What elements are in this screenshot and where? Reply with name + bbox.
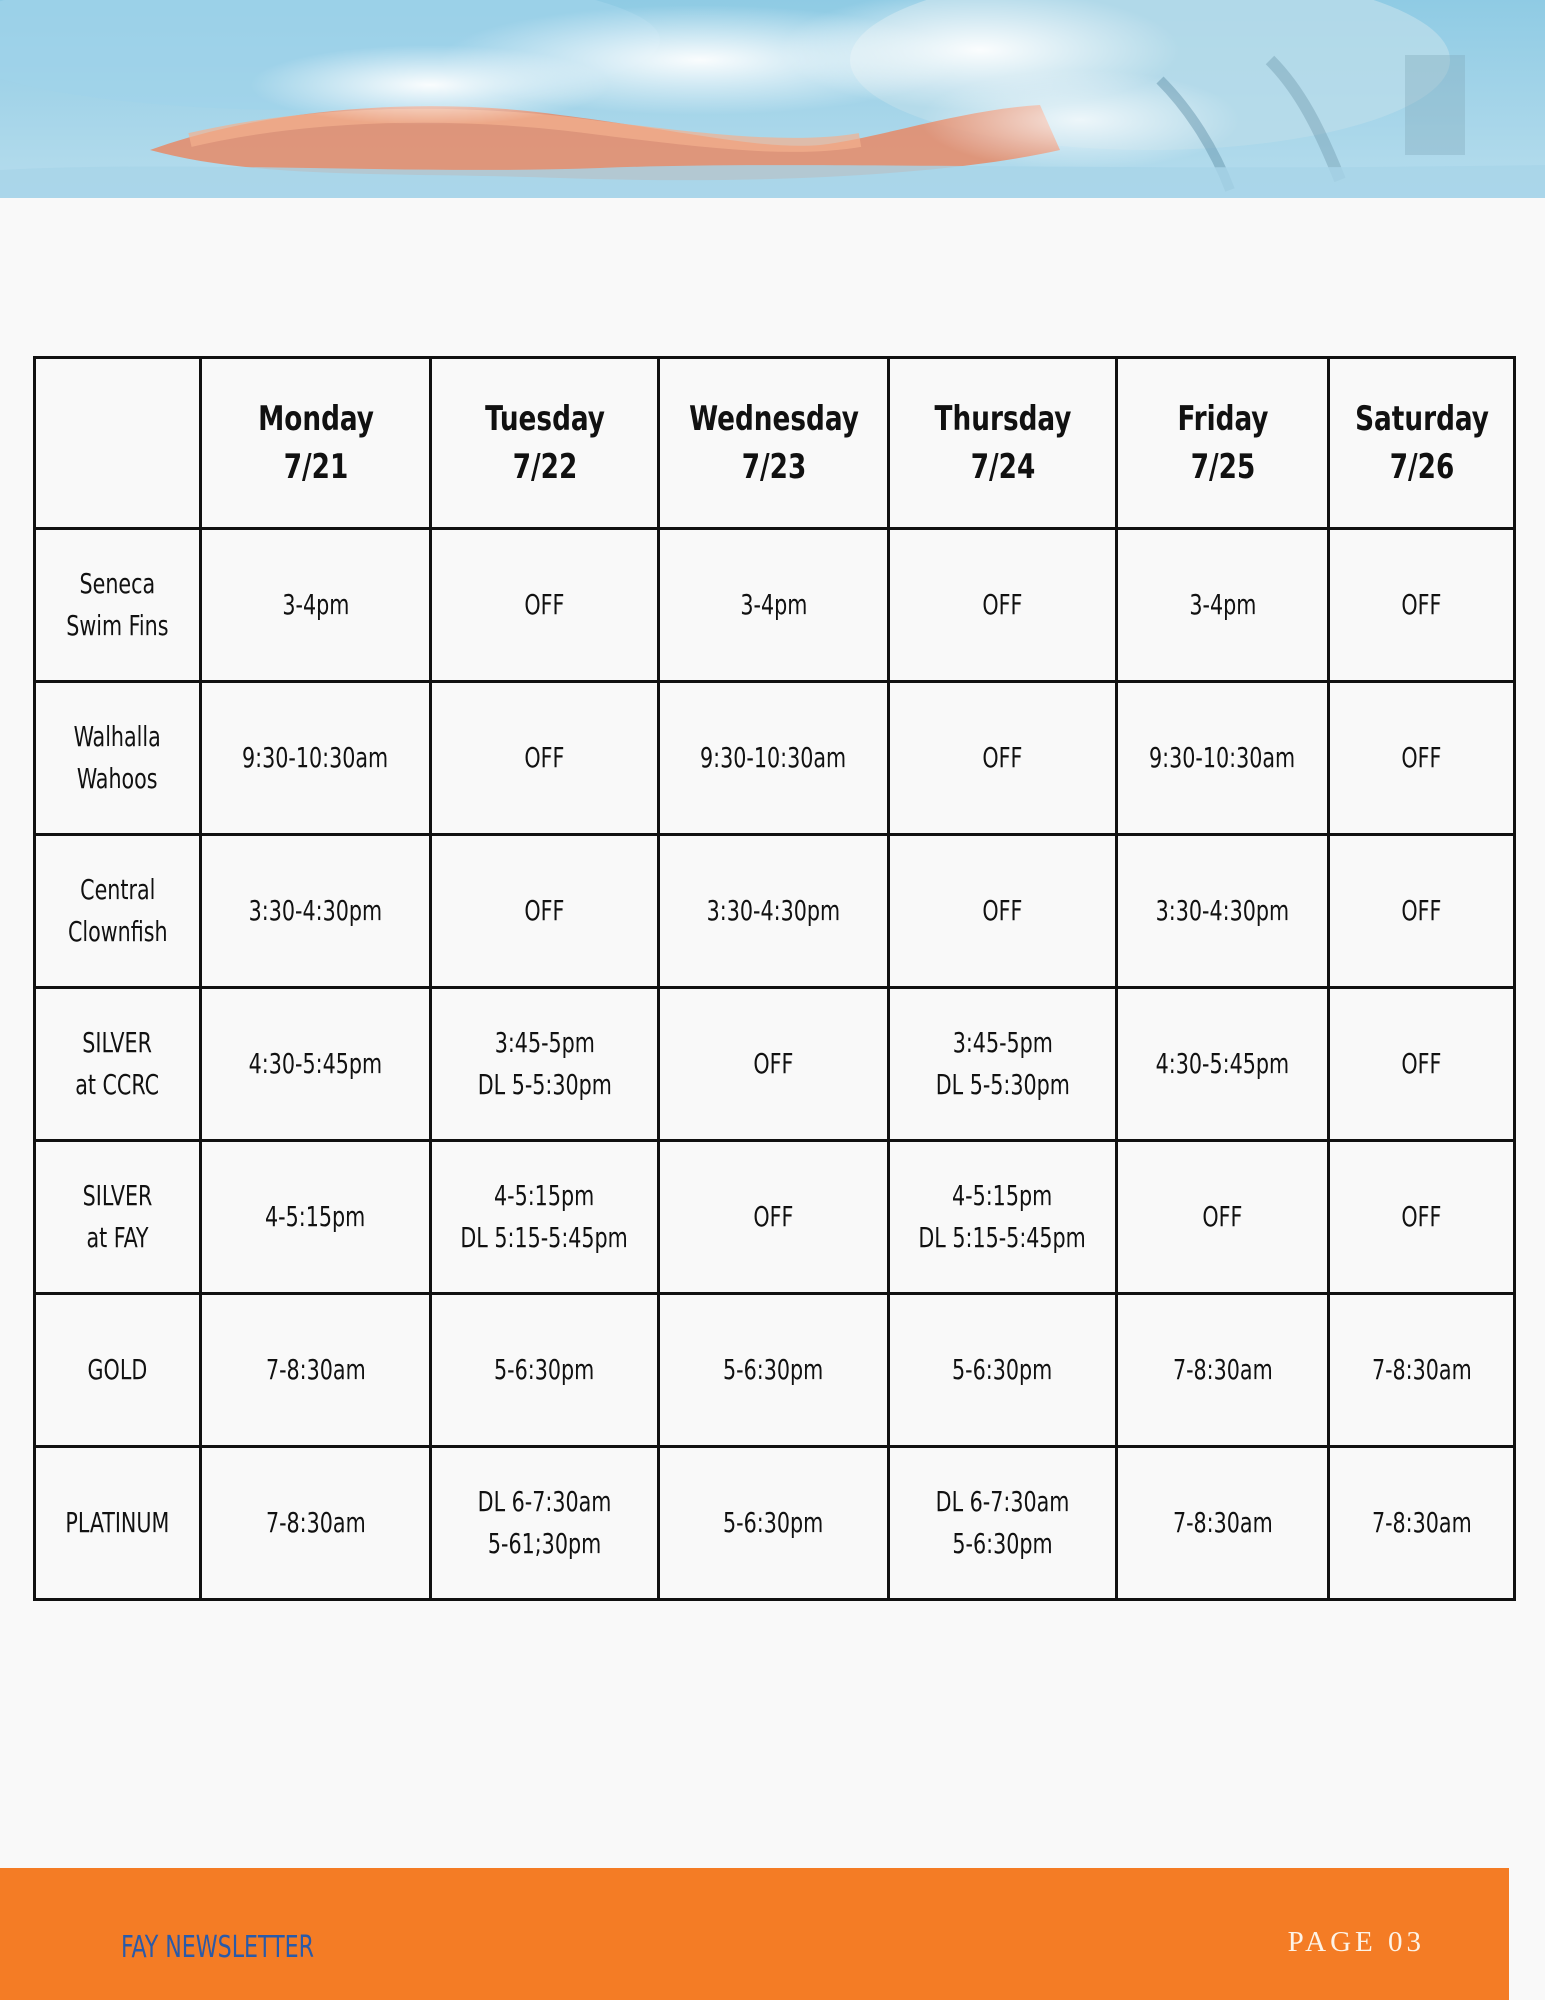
time-text: OFF	[524, 588, 565, 621]
time-cell	[1117, 1294, 1329, 1447]
day-name: Monday	[257, 399, 374, 439]
group-name-cell	[35, 682, 201, 835]
time-cell	[889, 1447, 1117, 1600]
time-text: 7-8:30am	[265, 1506, 366, 1539]
day-header	[1342, 358, 1502, 529]
time-cell	[659, 988, 889, 1141]
time-text: 5-6:30pm	[723, 1353, 824, 1386]
time-cell	[431, 529, 659, 682]
group-name-cell	[35, 1294, 201, 1447]
time-cell	[201, 988, 431, 1141]
time-text: 3-4pm	[1189, 588, 1256, 621]
time-text: 5-6:30pm	[952, 1353, 1053, 1386]
time-text: OFF	[524, 741, 565, 774]
group-name-line: Wahoos	[77, 762, 158, 795]
time-text: DL 5:15-5:45pm	[460, 1221, 629, 1254]
time-cell	[431, 682, 659, 835]
time-cell	[1329, 1294, 1515, 1447]
time-cell	[201, 1141, 431, 1294]
time-text: 3:45-5pm	[494, 1026, 595, 1059]
time-text: 7-8:30am	[1172, 1506, 1273, 1539]
time-cell	[659, 1447, 889, 1600]
time-cell	[889, 1141, 1117, 1294]
group-name-line: SILVER	[82, 1179, 153, 1212]
time-cell	[659, 529, 889, 682]
day-name: Wednesday	[688, 399, 859, 439]
group-name-line: Walhalla	[73, 720, 162, 753]
time-cell	[1329, 1447, 1515, 1600]
table-row	[35, 529, 1515, 682]
time-text: 7-8:30am	[1371, 1506, 1472, 1539]
group-name-line: PLATINUM	[65, 1506, 170, 1539]
time-cell	[659, 1141, 889, 1294]
time-text: 4-5:15pm	[494, 1179, 595, 1212]
time-cell	[201, 835, 431, 988]
day-header	[675, 358, 873, 529]
time-cell	[201, 1294, 431, 1447]
table-row	[35, 835, 1515, 988]
table-row	[35, 682, 1515, 835]
time-cell	[1117, 988, 1329, 1141]
time-text: 5-6:30pm	[723, 1506, 824, 1539]
day-name: Thursday	[934, 399, 1071, 439]
day-header	[904, 358, 1100, 529]
swimmer-underwater-image	[0, 0, 1545, 198]
time-text: DL 6-7:30am	[477, 1485, 612, 1518]
group-name-line: GOLD	[87, 1353, 148, 1386]
time-text: DL 5-5:30pm	[477, 1068, 612, 1101]
practice-schedule-table	[33, 356, 1516, 1601]
day-header	[446, 358, 642, 529]
time-cell	[889, 529, 1117, 682]
day-date: 7/24	[970, 447, 1035, 487]
time-cell	[431, 1141, 659, 1294]
time-text: 3-4pm	[282, 588, 349, 621]
day-date: 7/26	[1389, 447, 1454, 487]
time-text: 4-5:15pm	[952, 1179, 1053, 1212]
time-cell	[1117, 529, 1329, 682]
day-name: Saturday	[1354, 399, 1489, 439]
time-cell	[431, 988, 659, 1141]
time-cell	[659, 835, 889, 988]
time-text: OFF	[1202, 1200, 1243, 1233]
time-cell	[889, 988, 1117, 1141]
time-cell	[1329, 682, 1515, 835]
time-text: OFF	[1401, 1200, 1442, 1233]
schedule-body	[35, 529, 1515, 1600]
day-date: 7/21	[283, 447, 348, 487]
time-cell	[201, 682, 431, 835]
group-name-line: Clownfish	[67, 915, 168, 948]
group-name-cell	[35, 1141, 201, 1294]
time-text: OFF	[982, 894, 1023, 927]
time-text: OFF	[1401, 894, 1442, 927]
time-cell	[1117, 1447, 1329, 1600]
day-header	[1131, 358, 1313, 529]
time-text: OFF	[1401, 741, 1442, 774]
time-cell	[889, 1294, 1117, 1447]
table-row	[35, 1447, 1515, 1600]
time-cell	[431, 1294, 659, 1447]
group-name-line: SILVER	[82, 1026, 153, 1059]
header-row	[35, 358, 1515, 529]
time-cell	[1329, 835, 1515, 988]
time-text: 5-6:30pm	[494, 1353, 595, 1386]
time-text: OFF	[982, 588, 1023, 621]
group-name-line: at CCRC	[75, 1068, 160, 1101]
footer-bar	[0, 1868, 1509, 2000]
header-image	[0, 0, 1545, 198]
time-text: 3:45-5pm	[952, 1026, 1053, 1059]
time-cell	[1117, 682, 1329, 835]
table-row	[35, 988, 1515, 1141]
time-text: OFF	[753, 1047, 794, 1080]
time-cell	[1329, 529, 1515, 682]
group-name-line: Seneca	[79, 567, 156, 600]
time-text: 9:30-10:30am	[242, 741, 389, 774]
time-cell	[431, 1447, 659, 1600]
table-row	[35, 1294, 1515, 1447]
group-name-line: Central	[79, 873, 156, 906]
time-text: 4:30-5:45pm	[1155, 1047, 1290, 1080]
group-name-cell	[35, 835, 201, 988]
time-text: OFF	[982, 741, 1023, 774]
time-text: OFF	[753, 1200, 794, 1233]
time-cell	[1329, 1141, 1515, 1294]
time-text: OFF	[1401, 588, 1442, 621]
corner-cell	[46, 358, 189, 529]
newsletter-title: FAY NEWSLETTER	[121, 1930, 314, 1965]
group-name-line: Swim Fins	[66, 609, 169, 642]
time-cell	[201, 1447, 431, 1600]
group-name-cell	[35, 529, 201, 682]
time-text: 4:30-5:45pm	[248, 1047, 383, 1080]
time-text: 7-8:30am	[1371, 1353, 1472, 1386]
day-name: Tuesday	[484, 399, 605, 439]
time-text: DL 5:15-5:45pm	[918, 1221, 1087, 1254]
time-cell	[201, 529, 431, 682]
time-text: 9:30-10:30am	[1149, 741, 1296, 774]
time-text: OFF	[524, 894, 565, 927]
time-cell	[659, 1294, 889, 1447]
time-text: DL 6-7:30am	[935, 1485, 1070, 1518]
day-date: 7/23	[741, 447, 806, 487]
day-header	[217, 358, 415, 529]
time-text: 3:30-4:30pm	[1155, 894, 1290, 927]
table-row	[35, 1141, 1515, 1294]
group-name-line: at FAY	[86, 1221, 149, 1254]
time-cell	[431, 835, 659, 988]
time-text: 9:30-10:30am	[700, 741, 847, 774]
group-name-cell	[35, 1447, 201, 1600]
time-text: 7-8:30am	[1172, 1353, 1273, 1386]
time-text: 5-6:30pm	[952, 1527, 1053, 1560]
page-number: PAGE 03	[1287, 1926, 1425, 1958]
time-text: 3-4pm	[740, 588, 807, 621]
time-cell	[889, 835, 1117, 988]
group-name-cell	[35, 988, 201, 1141]
day-date: 7/25	[1190, 447, 1255, 487]
time-cell	[1117, 835, 1329, 988]
day-name: Friday	[1177, 399, 1268, 439]
time-cell	[1117, 1141, 1329, 1294]
time-cell	[659, 682, 889, 835]
time-text: OFF	[1401, 1047, 1442, 1080]
time-cell	[1329, 988, 1515, 1141]
time-text: 3:30-4:30pm	[706, 894, 841, 927]
time-cell	[889, 682, 1117, 835]
time-text: 7-8:30am	[265, 1353, 366, 1386]
time-text: 4-5:15pm	[265, 1200, 366, 1233]
time-text: 3:30-4:30pm	[248, 894, 383, 927]
day-date: 7/22	[512, 447, 577, 487]
time-text: 5-61;30pm	[487, 1527, 602, 1560]
time-text: DL 5-5:30pm	[935, 1068, 1070, 1101]
